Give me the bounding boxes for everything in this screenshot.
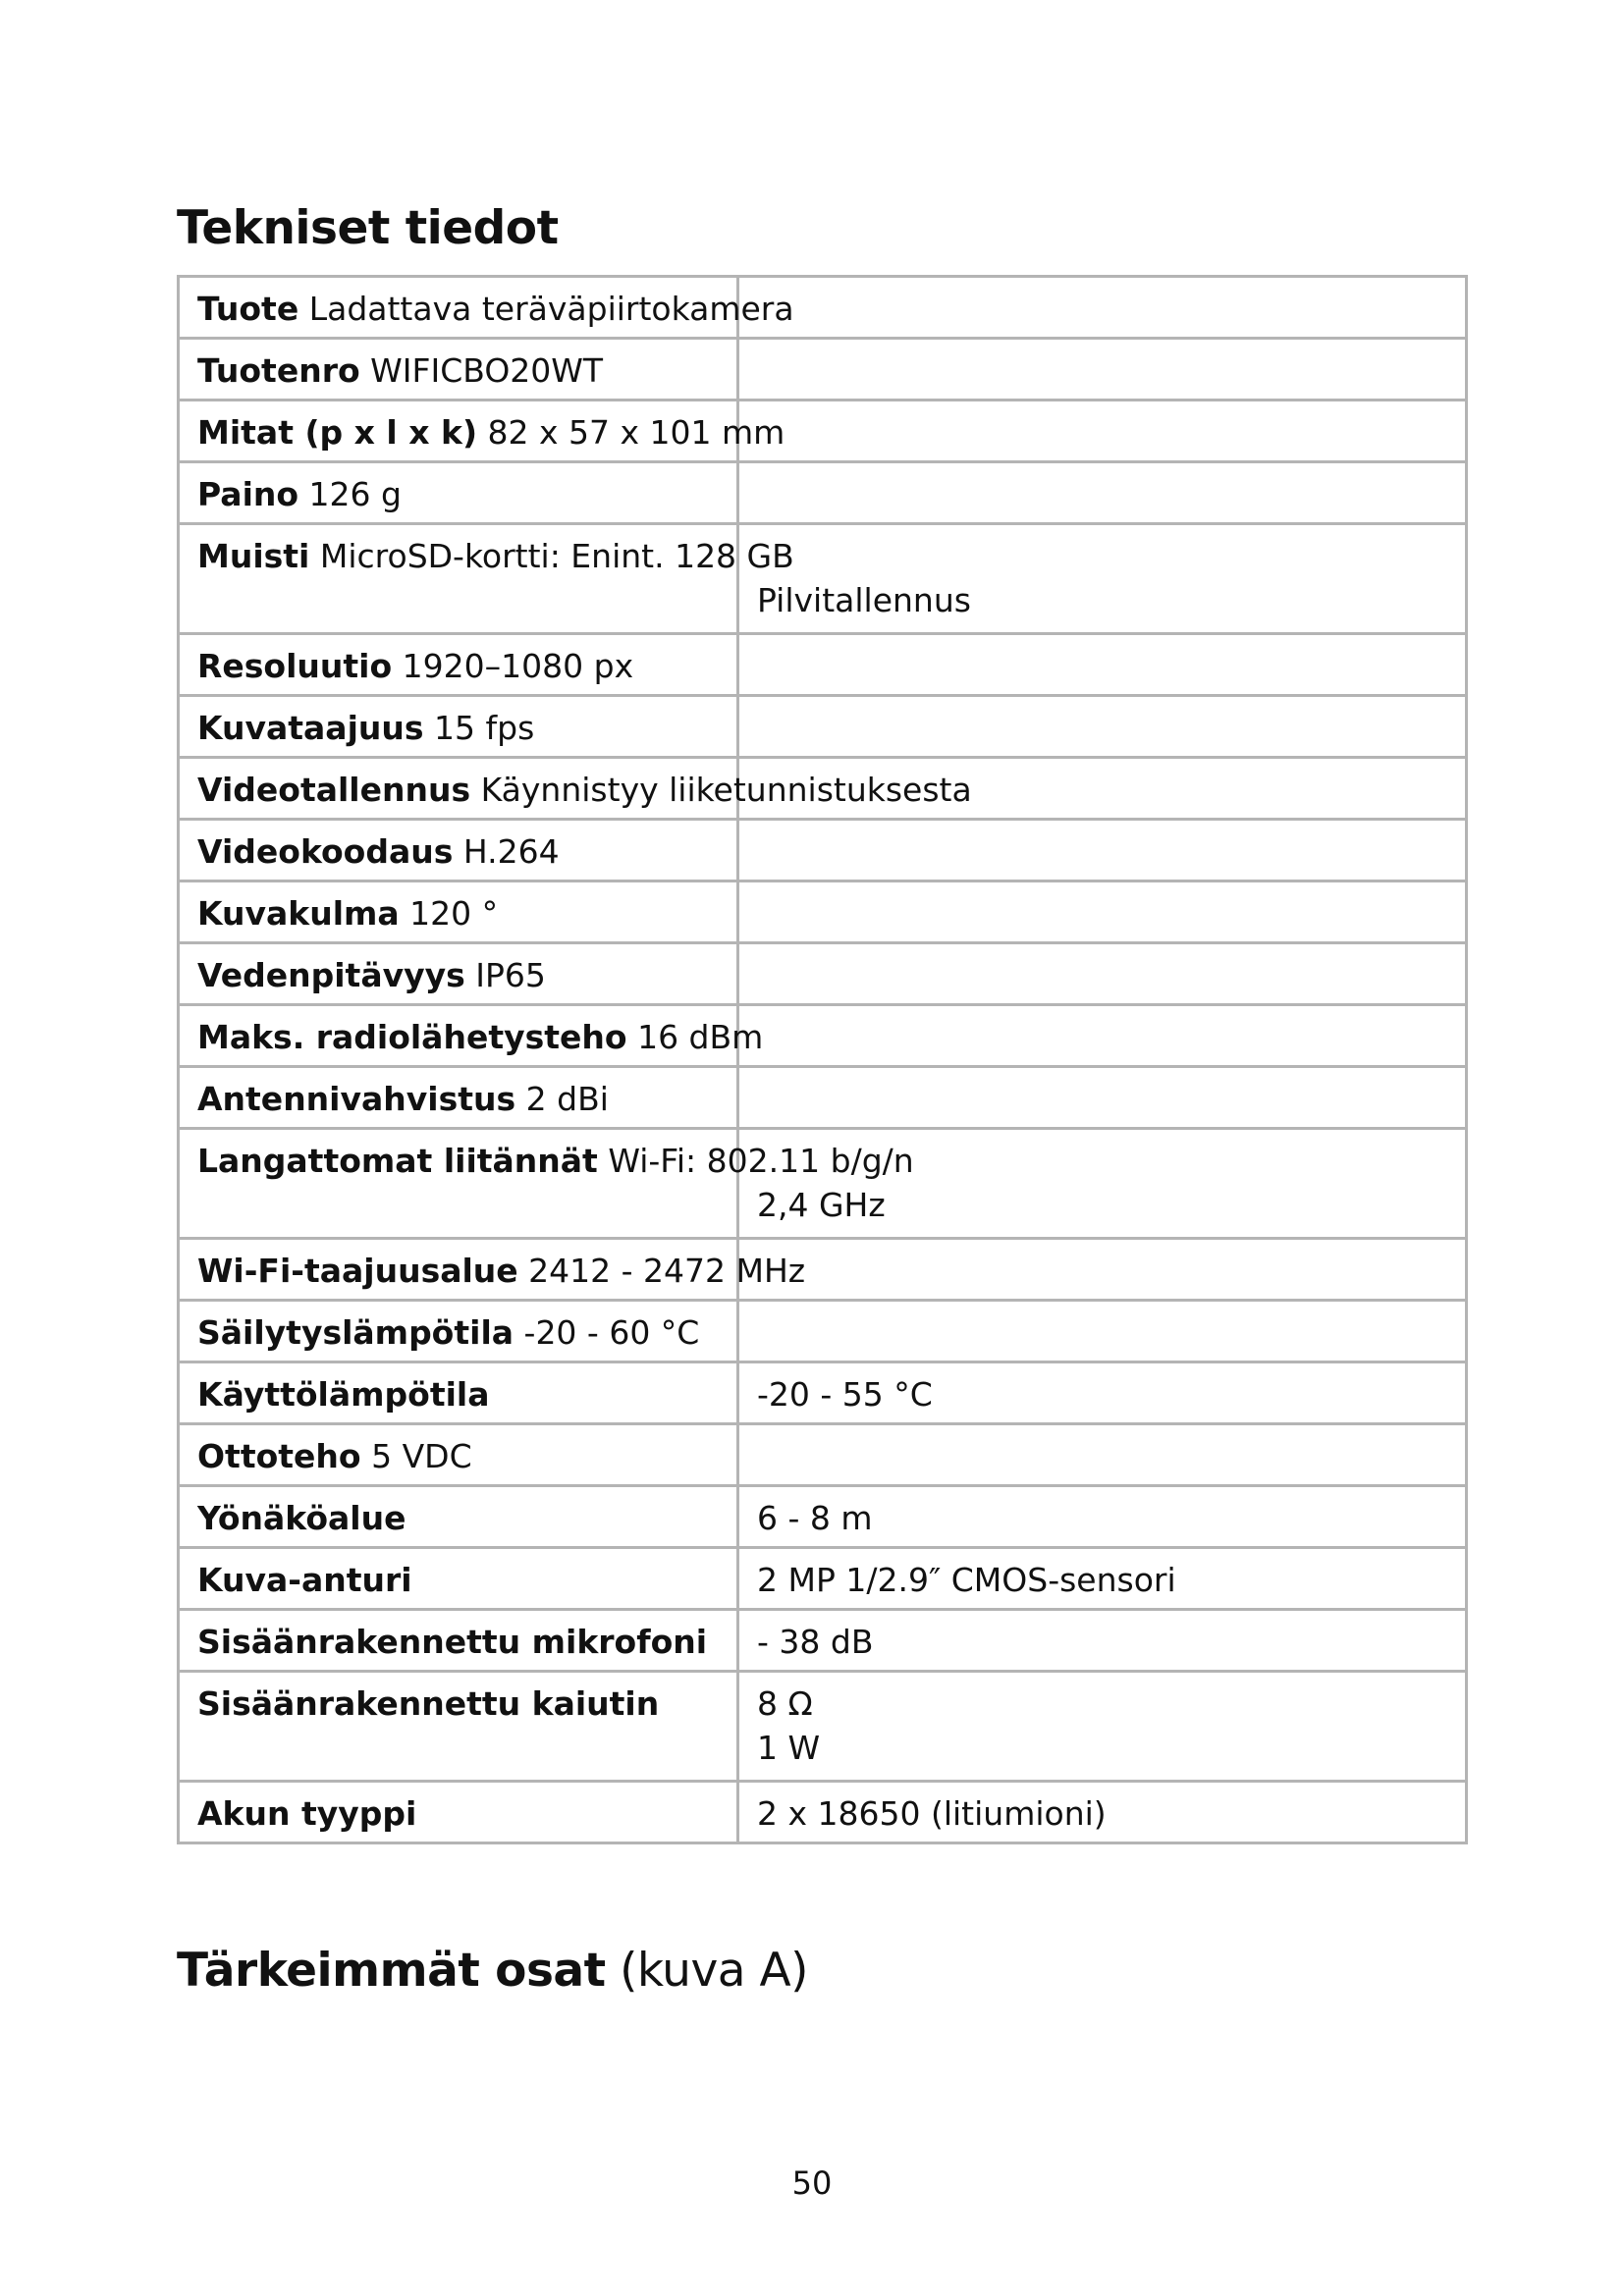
spec-value: 16 dBm bbox=[637, 1018, 764, 1056]
spec-value: 2 x 18650 (litiumioni) bbox=[757, 1794, 1107, 1833]
spec-value: 2 MP 1/2.9″ CMOS-sensori bbox=[757, 1561, 1176, 1599]
spec-value-cell bbox=[738, 1067, 1467, 1129]
spec-value-line2: Pilvitallennus bbox=[757, 581, 971, 619]
spec-value-cell bbox=[738, 400, 1467, 462]
spec-value-cell bbox=[738, 1362, 1467, 1424]
spec-key: Tuotenro bbox=[197, 351, 360, 390]
spec-value: Käynnistyy liiketunnistuksesta bbox=[480, 771, 972, 809]
spec-value: WIFICBO20WT bbox=[370, 351, 604, 390]
spec-key: Säilytyslämpötila bbox=[197, 1313, 514, 1352]
spec-row bbox=[179, 943, 1467, 1005]
spec-key-cell bbox=[179, 1362, 738, 1424]
spec-value: 120 ° bbox=[409, 894, 499, 933]
spec-value: 8 Ω bbox=[757, 1684, 813, 1723]
spec-value: MicroSD-kortti: Enint. 128 GB bbox=[319, 537, 794, 575]
page-number: 50 bbox=[791, 2164, 833, 2202]
spec-value: -20 - 60 °C bbox=[523, 1313, 700, 1352]
spec-key: Yönäköalue bbox=[197, 1499, 406, 1537]
section-title-bold: Tärkeimmät osat bbox=[177, 1944, 606, 1998]
spec-key-cell bbox=[179, 462, 738, 524]
spec-value-cell bbox=[738, 339, 1467, 400]
spec-key-cell bbox=[179, 1486, 738, 1548]
spec-value: 5 VDC bbox=[371, 1437, 472, 1475]
spec-key: Vedenpitävyys bbox=[197, 956, 465, 994]
page-title: Tekniset tiedot bbox=[177, 201, 559, 255]
spec-key-cell bbox=[179, 1424, 738, 1486]
spec-value: Ladattava teräväpiirtokamera bbox=[308, 290, 794, 328]
spec-value-cell bbox=[738, 634, 1467, 696]
spec-key: Paino bbox=[197, 475, 299, 513]
spec-key: Videotallennus bbox=[197, 771, 471, 809]
spec-value: IP65 bbox=[475, 956, 546, 994]
spec-key: Langattomat liitännät bbox=[197, 1142, 598, 1180]
spec-row bbox=[179, 1486, 1467, 1548]
section-title-rest: (kuva A) bbox=[620, 1944, 809, 1998]
spec-value: H.264 bbox=[462, 832, 560, 871]
spec-row bbox=[179, 1301, 1467, 1362]
spec-value-cell bbox=[738, 1486, 1467, 1548]
spec-key-cell bbox=[179, 881, 738, 943]
spec-value: 15 fps bbox=[434, 709, 535, 747]
spec-key: Ottoteho bbox=[197, 1437, 361, 1475]
spec-key-cell bbox=[179, 1782, 738, 1843]
spec-key-cell bbox=[179, 1067, 738, 1129]
spec-key: Sisäänrakennettu kaiutin bbox=[197, 1684, 660, 1723]
spec-key: Sisäänrakennettu mikrofoni bbox=[197, 1623, 708, 1661]
spec-row bbox=[179, 1672, 1467, 1782]
spec-key: Kuvataajuus bbox=[197, 709, 424, 747]
spec-row bbox=[179, 277, 1467, 339]
spec-row bbox=[179, 1005, 1467, 1067]
spec-key: Kuva-anturi bbox=[197, 1561, 412, 1599]
spec-key-cell bbox=[179, 1548, 738, 1610]
spec-value: 2 dBi bbox=[525, 1080, 609, 1118]
spec-key-cell bbox=[179, 339, 738, 400]
spec-value-cell bbox=[738, 1782, 1467, 1843]
spec-key: Antennivahvistus bbox=[197, 1080, 516, 1118]
spec-key-cell bbox=[179, 696, 738, 758]
spec-value-cell bbox=[738, 462, 1467, 524]
spec-value-cell bbox=[738, 277, 1467, 339]
spec-key-cell bbox=[179, 1239, 806, 1301]
spec-key-cell bbox=[179, 758, 972, 820]
spec-row bbox=[179, 524, 1467, 634]
spec-key: Akun tyyppi bbox=[197, 1794, 417, 1833]
spec-key: Tuote bbox=[197, 290, 299, 328]
spec-table-body bbox=[179, 277, 1467, 1843]
spec-row bbox=[179, 634, 1467, 696]
spec-key-cell bbox=[179, 943, 738, 1005]
spec-value: 82 x 57 x 101 mm bbox=[487, 413, 785, 452]
spec-row bbox=[179, 1362, 1467, 1424]
spec-value-cell bbox=[738, 696, 1467, 758]
spec-value-cell bbox=[738, 1424, 1467, 1486]
spec-row bbox=[179, 400, 1467, 462]
spec-value-cell bbox=[738, 820, 1467, 881]
spec-key: Käyttölämpötila bbox=[197, 1375, 490, 1414]
spec-key: Mitat (p x l x k) bbox=[197, 413, 478, 452]
spec-value-line2: 2,4 GHz bbox=[757, 1186, 886, 1224]
spec-row bbox=[179, 758, 1467, 820]
spec-row bbox=[179, 1067, 1467, 1129]
spec-key-cell bbox=[179, 1301, 738, 1362]
spec-row bbox=[179, 462, 1467, 524]
spec-key: Kuvakulma bbox=[197, 894, 400, 933]
spec-value-cell bbox=[738, 1672, 1467, 1782]
spec-key: Muisti bbox=[197, 537, 310, 575]
spec-row bbox=[179, 1548, 1467, 1610]
spec-key: Wi-Fi-taajuusalue bbox=[197, 1252, 518, 1290]
spec-value: -20 - 55 °C bbox=[757, 1375, 933, 1414]
section-title bbox=[177, 1944, 808, 1998]
spec-row bbox=[179, 1782, 1467, 1843]
spec-key: Resoluutio bbox=[197, 647, 393, 685]
spec-value: 126 g bbox=[308, 475, 402, 513]
spec-row bbox=[179, 1424, 1467, 1486]
spec-key-cell bbox=[179, 524, 794, 634]
spec-key-cell bbox=[179, 277, 794, 339]
spec-table bbox=[177, 275, 1468, 1844]
spec-row bbox=[179, 881, 1467, 943]
spec-key-cell bbox=[179, 400, 785, 462]
spec-key: Videokoodaus bbox=[197, 832, 454, 871]
spec-value-cell bbox=[738, 1239, 1467, 1301]
spec-key: Maks. radiolähetysteho bbox=[197, 1018, 627, 1056]
spec-value: 1920–1080 px bbox=[402, 647, 634, 685]
spec-key-cell bbox=[179, 1672, 738, 1782]
spec-row bbox=[179, 1129, 1467, 1239]
spec-value: Wi-Fi: 802.11 b/g/n bbox=[608, 1142, 914, 1180]
spec-row bbox=[179, 339, 1467, 400]
spec-value: 6 - 8 m bbox=[757, 1499, 873, 1537]
spec-key-cell bbox=[179, 820, 738, 881]
spec-row bbox=[179, 1239, 1467, 1301]
spec-value-line2: 1 W bbox=[757, 1729, 821, 1767]
spec-row bbox=[179, 696, 1467, 758]
spec-key-cell bbox=[179, 634, 738, 696]
spec-value-cell bbox=[738, 943, 1467, 1005]
spec-value: 2412 - 2472 MHz bbox=[528, 1252, 806, 1290]
spec-value-cell bbox=[738, 524, 1467, 634]
spec-value: - 38 dB bbox=[757, 1623, 874, 1661]
spec-row bbox=[179, 1610, 1467, 1672]
spec-row bbox=[179, 820, 1467, 881]
spec-value-cell bbox=[738, 881, 1467, 943]
spec-value-cell bbox=[738, 1301, 1467, 1362]
spec-value-cell bbox=[738, 1005, 1467, 1067]
spec-key-cell bbox=[179, 1005, 764, 1067]
spec-key-cell bbox=[179, 1610, 738, 1672]
spec-value-cell bbox=[738, 1610, 1467, 1672]
spec-value-cell bbox=[738, 1548, 1467, 1610]
